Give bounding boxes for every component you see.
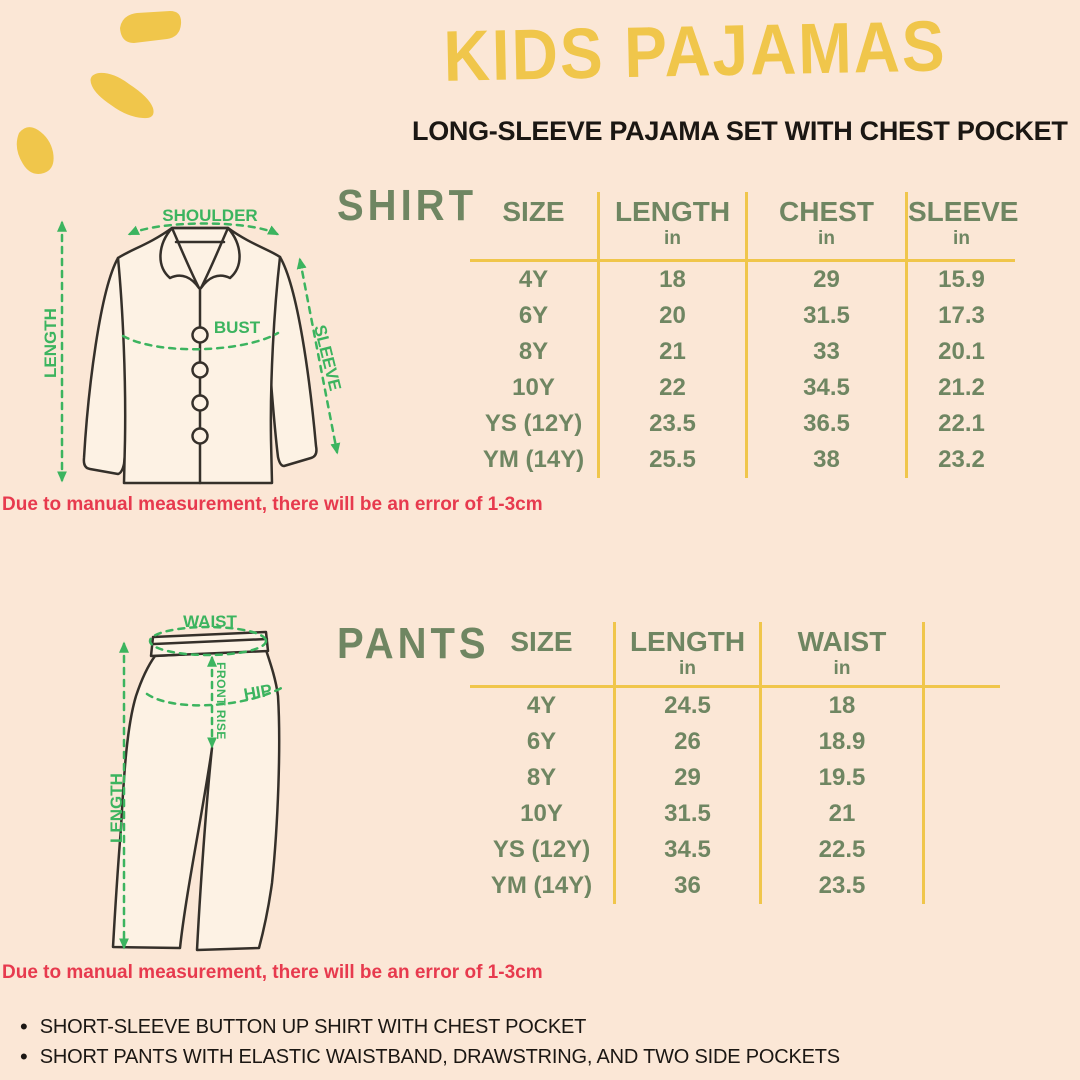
table-cell: 22.5 [762, 832, 925, 868]
table-cell [925, 760, 1000, 796]
table-cell: 21.2 [938, 374, 985, 401]
table-cell: 24.5 [616, 688, 762, 724]
table-cell: 20 [600, 298, 748, 334]
table-cell [925, 688, 1000, 724]
table-cell: 15.9 [938, 266, 985, 293]
table-cell: 4Y [470, 688, 616, 724]
table-cell: 8Y [470, 334, 600, 370]
table-cell: 18 [600, 262, 748, 298]
table-cell: 23.2 [938, 446, 985, 473]
table-cell: 34.5 [616, 832, 762, 868]
table-cell: 17.3 [938, 302, 985, 329]
table-cell: 22 [600, 370, 748, 406]
table-cell: YM (14Y) [470, 868, 616, 904]
pants-col-header-waist: WAIST in [762, 622, 925, 688]
table-cell: 10Y [470, 796, 616, 832]
shirt-bust-label: BUST [213, 318, 261, 337]
pants-diagram [15, 600, 315, 970]
table-cell: 22.1 [938, 410, 985, 437]
table-cell: 10Y [470, 370, 600, 406]
pants-col-header-empty [925, 622, 1000, 688]
shirt-col-header-chest: CHEST in [748, 192, 908, 262]
table-cell: 31.5 [616, 796, 762, 832]
table-cell: 31.5 [748, 298, 908, 334]
shirt-col-header-length: LENGTH in [600, 192, 748, 262]
table-cell: 23.5 [600, 406, 748, 442]
table-cell: 21 [762, 796, 925, 832]
pants-waist-label: WAIST [183, 612, 237, 631]
pants-col-header-size: SIZE [470, 622, 616, 688]
table-cell: 29 [748, 262, 908, 298]
shirt-col-header-sleeve: SLEEVE in [908, 192, 1015, 262]
table-cell: 21 [600, 334, 748, 370]
table-cell [925, 724, 1000, 760]
table-cell: 6Y [470, 724, 616, 760]
table-cell [925, 832, 1000, 868]
pants-length-label: LENGTH [107, 773, 126, 843]
pants-col-header-length: LENGTH in [616, 622, 762, 688]
table-cell: 36.5 [748, 406, 908, 442]
shirt-sleeve-label: SLEEVE [310, 323, 345, 393]
shirt-size-table [470, 192, 1019, 478]
table-cell: 29 [616, 760, 762, 796]
product-feature-list [16, 1012, 1056, 1072]
bullet-icon: • [20, 1044, 28, 1069]
page-title: KIDS PAJAMAS [442, 5, 948, 97]
table-cell: 23.5 [762, 868, 925, 904]
pants-size-table [470, 622, 1000, 904]
pants-hip-label: HIP [242, 680, 274, 705]
table-cell: 36 [616, 868, 762, 904]
table-cell [925, 796, 1000, 832]
list-item [16, 1042, 1056, 1072]
shirt-col-header-size: SIZE [470, 192, 600, 262]
pants-section-heading: PANTS [337, 620, 490, 668]
bullet-icon: • [20, 1014, 28, 1039]
list-item [16, 1012, 1056, 1042]
table-cell [925, 868, 1000, 904]
page-subtitle: LONG-SLEEVE PAJAMA SET WITH CHEST POCKET [412, 116, 1068, 146]
table-cell: YS (12Y) [470, 832, 616, 868]
table-cell: 34.5 [748, 370, 908, 406]
feature-text: SHORT-SLEEVE BUTTON UP SHIRT WITH CHEST POCKET [39, 1015, 587, 1038]
shirt-length-label: LENGTH [41, 308, 60, 378]
pants-measurement-note: Due to manual measurement, there will be an error of 1-3cm [2, 962, 543, 983]
table-cell: 33 [748, 334, 908, 370]
shirt-section-heading: SHIRT [337, 182, 477, 230]
pants-front-rise-label: FRONT RISE [214, 662, 228, 740]
table-cell: YM (14Y) [470, 442, 600, 478]
table-cell: 38 [748, 442, 908, 478]
table-cell: 18 [762, 688, 925, 724]
table-cell: 20.1 [938, 338, 985, 365]
table-cell: 19.5 [762, 760, 925, 796]
table-cell: 4Y [470, 262, 600, 298]
brush-strokes-decoration [0, 0, 220, 200]
table-cell: 6Y [470, 298, 600, 334]
feature-text: SHORT PANTS WITH ELASTIC WAISTBAND, DRAWSTRING, AND TWO SIDE POCKETS [39, 1045, 840, 1068]
table-cell: 18.9 [762, 724, 925, 760]
shirt-diagram [30, 200, 350, 500]
table-cell: 8Y [470, 760, 616, 796]
table-cell: 25.5 [600, 442, 748, 478]
shirt-measurement-note: Due to manual measurement, there will be an error of 1-3cm [2, 494, 543, 515]
shirt-shoulder-label: SHOULDER [162, 206, 258, 225]
table-cell: YS (12Y) [470, 406, 600, 442]
table-cell: 26 [616, 724, 762, 760]
